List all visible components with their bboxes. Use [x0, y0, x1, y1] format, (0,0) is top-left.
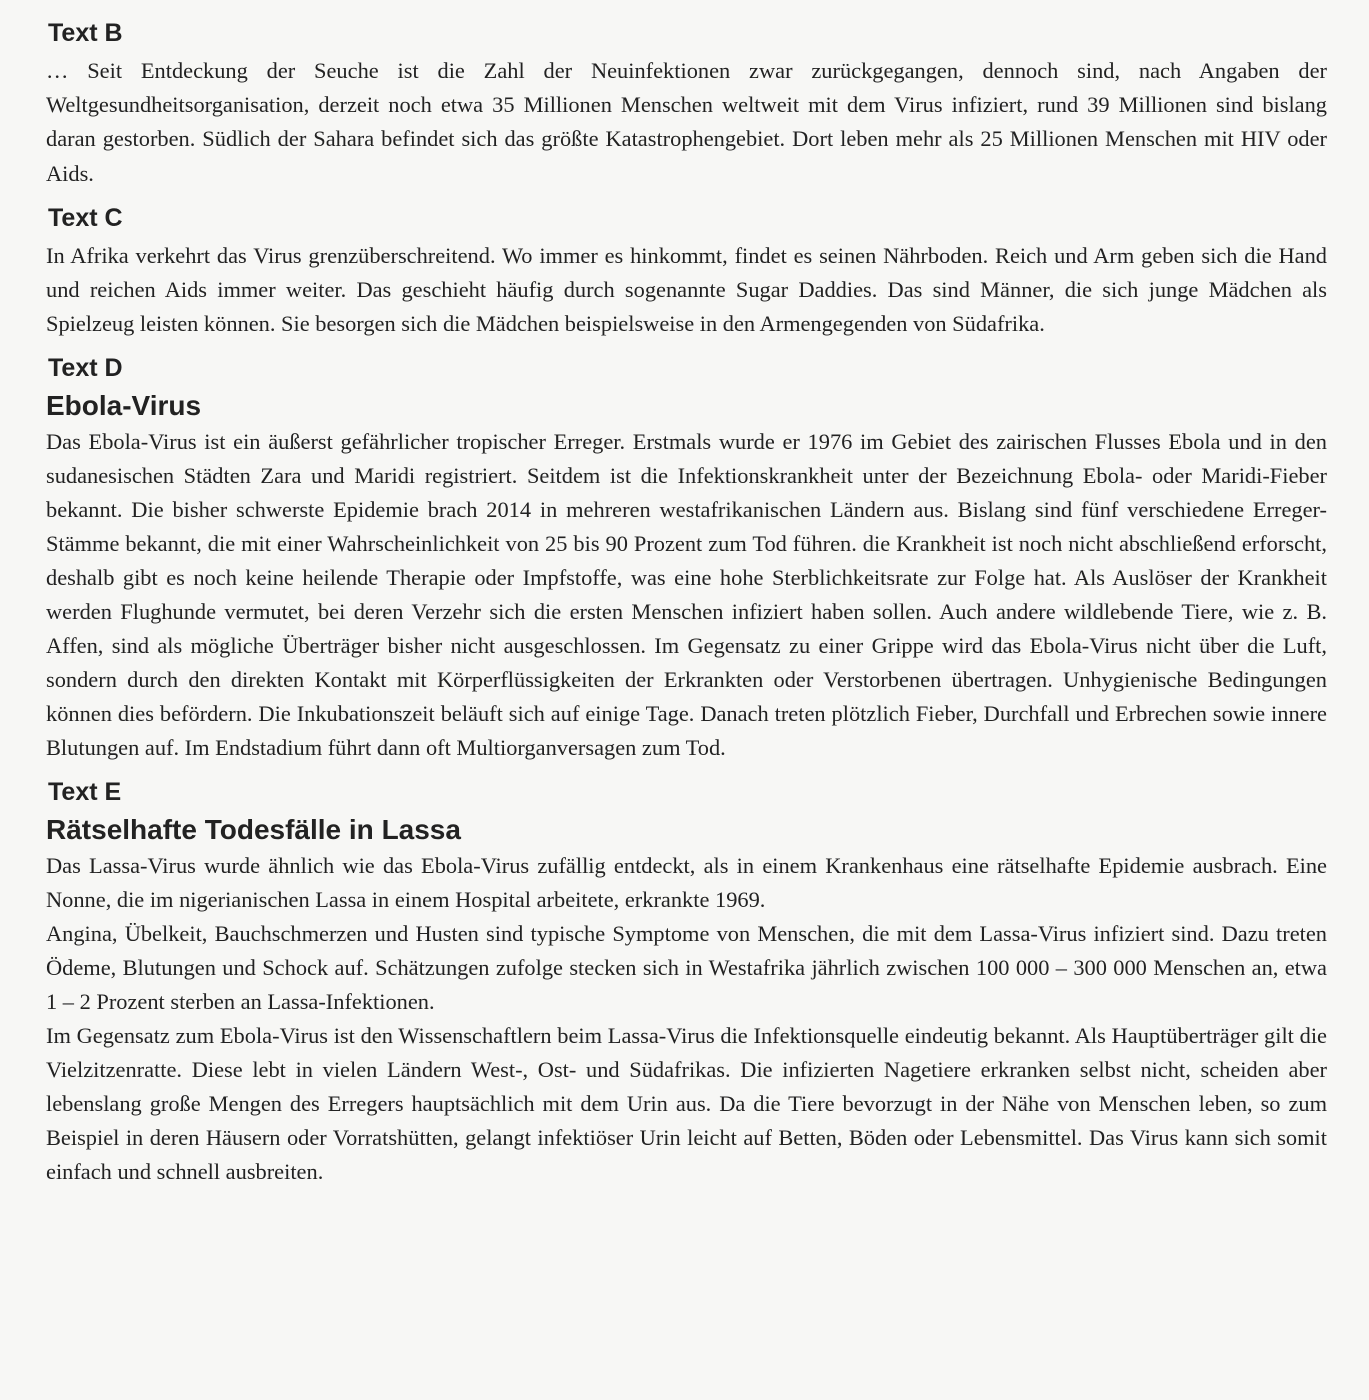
text-d-label: Text D: [48, 354, 123, 383]
text-b-label: Text B: [48, 19, 123, 47]
text-e-paragraph-1: Das Lassa-Virus wurde ähnlich wie das Ebola-Virus zufällig entdeckt, als in einem Krankenhaus eine rätselhafte Epidemie ausbrach. Eine Nonne, die im nigerianischen Lassa in einem Hospital arbeitete, erkrankte 1969.: [46, 853, 1327, 913]
text-d-paragraph: Das Ebola-Virus ist ein äußerst gefährlicher tropischer Erreger. Erstmals wurde er 1976 im Gebiet des zairischen Flusses Ebola und in den sudanesischen Städten Zara und Maridi registriert. Seitdem ist die Infektionskrankheit unter der Bezeichnung Ebola- oder Maridi-Fieber bekannt. Die bisher schwerste Epidemie brach 2014 in mehreren westafrikanischen Ländern aus. Bislang sind fünf verschiedene Erreger-Stämme bekannt, die mit einer Wahrscheinlichkeit von 25 bis 90 Prozent zum Tod führen. die Krankheit ist noch nicht abschließend erforscht, deshalb gibt es noch keine heilende Therapie oder Impfstoffe, was eine hohe Sterblichkeitsrate zur Folge hat. Als Auslöser der Krankheit werden Flughunde vermutet, bei deren Verzehr sich die ersten Menschen infiziert haben sollen. Auch andere wildlebende Tiere, wie z. B. Affen, sind als mögliche Überträger bisher nicht ausgeschlossen. Im Gegensatz zu einer Grippe wird das Ebola-Virus nicht über die Luft, sondern durch den direkten Kontakt mit Körperflüssigkeiten der Erkrankten oder Verstorbenen übertragen. Unhygienische Bedingungen können dies befördern. Die Inkubationszeit beläuft sich auf einige Tage. Danach treten plötzlich Fieber, Durchfall und Erbrechen sowie innere Blutungen auf. Im Endstadium führt dann oft Multiorganversagen zum Tod.: [46, 429, 1327, 761]
text-e-label: Text E: [48, 778, 122, 807]
text-b-paragraph: … Seit Entdeckung der Seuche ist die Zahl der Neuinfektionen zwar zurückgegangen, dennoch sind, nach Angaben der Weltgesundheitsorganisation, derzeit noch etwa 35 Millionen Menschen weltweit mit dem Virus infiziert, rund 39 Millionen sind bislang daran gestorben. Südlich der Sahara befindet sich das größte Katastrophengebiet. Dort leben mehr als 25 Millionen Menschen mit HIV oder Aids.: [46, 58, 1327, 186]
text-e-section: [46, 777, 1327, 1189]
text-c-paragraph: In Afrika verkehrt das Virus grenzüberschreitend. Wo immer es hinkommt, findet es seinen Nährboden. Reich und Arm geben sich die Hand und reichen Aids immer weiter. Das geschieht häufig durch sogenannte Sugar Daddies. Das sind Männer, die sich junge Mädchen als Spielzeug leisten können. Sie besorgen sich die Mädchen beispielsweise in den Armengegenden von Südafrika.: [46, 242, 1327, 337]
text-d-heading: Ebola-Virus: [46, 390, 202, 422]
text-c-label: Text C: [48, 203, 123, 232]
text-b-section: [46, 18, 1327, 191]
text-e-paragraph-2: Angina, Übelkeit, Bauchschmerzen und Husten sind typische Symptome von Menschen, die mit dem Lassa-Virus infiziert sind. Dazu treten Ödeme, Blutungen und Schock auf. Schätzungen zufolge stecken sich in Westafrika jährlich zwischen 100 000 – 300 000 Menschen an, etwa 1 – 2 Prozent sterben an Lassa-Infektionen.: [46, 921, 1327, 1015]
text-e-heading: Rätselhafte Todesfälle in Lassa: [46, 814, 461, 846]
text-c-section: [46, 203, 1327, 342]
text-d-section: [46, 353, 1327, 765]
text-e-paragraph-3: Im Gegensatz zum Ebola-Virus ist den Wissenschaftlern beim Lassa-Virus die Infektionsquelle eindeutig bekannt. Als Hauptüberträger gilt die Vielzitzenratte. Diese lebt in vielen Ländern West-, Ost- und Südafrikas. Die infizierten Nagetiere erkranken selbst nicht, scheiden aber lebenslang große Mengen des Erregers hauptsächlich mit dem Urin aus. Da die Tiere bevorzugt in der Nähe von Menschen leben, so zum Beispiel in deren Häusern oder Vorratshütten, gelangt infektiöser Urin leicht auf Betten, Böden oder Lebensmittel. Das Virus kann sich somit einfach und schnell ausbreiten.: [46, 1023, 1327, 1185]
